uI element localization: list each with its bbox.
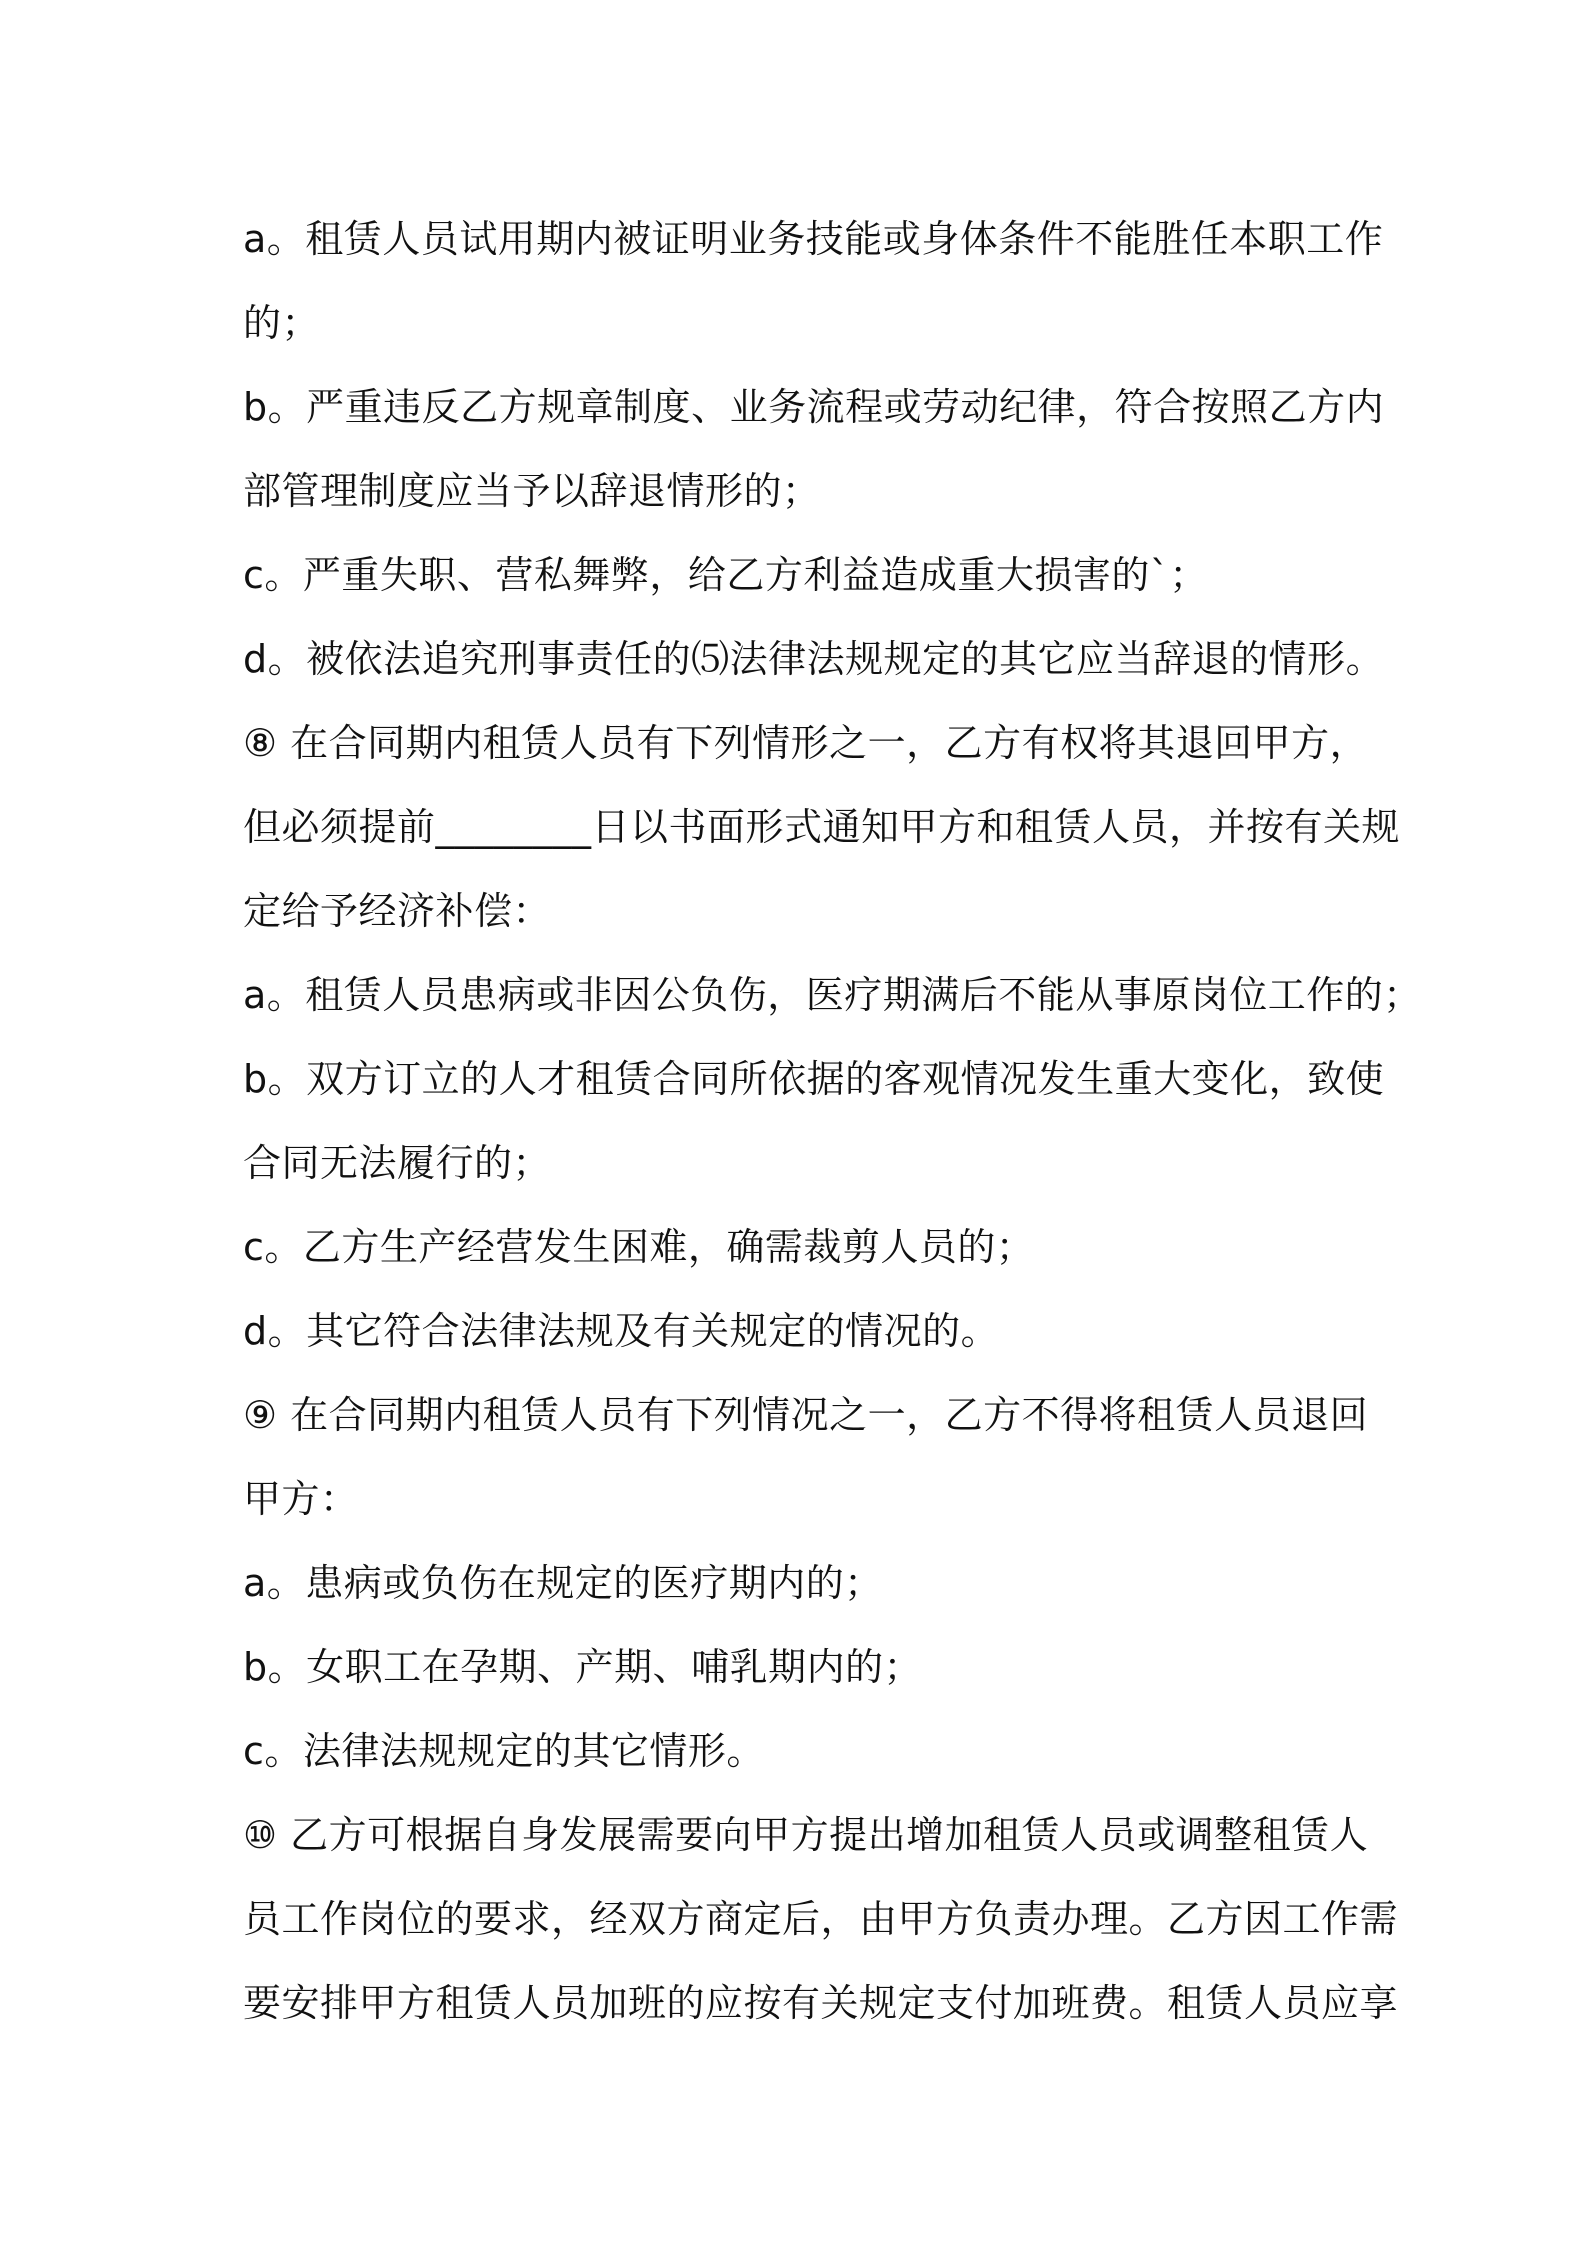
text-line: a。租赁人员试用期内被证明业务技能或身体条件不能胜任本职工作 bbox=[243, 217, 1384, 261]
text-line: c。乙方生产经营发生困难，确需裁剪人员的； bbox=[243, 1225, 1035, 1269]
text-line: 部管理制度应当予以辞退情形的； bbox=[243, 469, 821, 513]
text-line: c。法律法规规定的其它情形。 bbox=[243, 1729, 765, 1773]
text-line: a。患病或负伤在规定的医疗期内的； bbox=[243, 1561, 883, 1605]
text-line: c。严重失职、营私舞弊，给乙方利益造成重大损害的`； bbox=[243, 553, 1208, 597]
text-line: ⑩ 乙方可根据自身发展需要向甲方提出增加租赁人员或调整租赁人 bbox=[243, 1813, 1369, 1857]
text-line: 要安排甲方租赁人员加班的应按有关规定支付加班费。租赁人员应享 bbox=[243, 1981, 1399, 2025]
text-line: d。其它符合法律法规及有关规定的情况的。 bbox=[243, 1309, 1000, 1353]
text-line: 但必须提前________日以书面形式通知甲方和租赁人员，并按有关规 bbox=[243, 805, 1401, 849]
text-line: 合同无法履行的； bbox=[243, 1141, 552, 1185]
text-line: ⑧ 在合同期内租赁人员有下列情形之一，乙方有权将其退回甲方， bbox=[243, 721, 1369, 765]
text-line: ⑨ 在合同期内租赁人员有下列情况之一，乙方不得将租赁人员退回 bbox=[243, 1393, 1369, 1437]
text-line: 员工作岗位的要求，经双方商定后，由甲方负责办理。乙方因工作需 bbox=[243, 1897, 1399, 1941]
text-line: b。双方订立的人才租赁合同所依据的客观情况发生重大变化，致使 bbox=[243, 1057, 1385, 1101]
text-line: a。租赁人员患病或非因公负伤，医疗期满后不能从事原岗位工作的； bbox=[243, 973, 1422, 1017]
text-line: 定给予经济补偿： bbox=[243, 889, 552, 933]
text-line: 的； bbox=[243, 301, 321, 345]
text-line: d。被依法追究刑事责任的⑸法律法规规定的其它应当辞退的情形。 bbox=[243, 637, 1385, 681]
text-line: 甲方： bbox=[243, 1477, 359, 1521]
document-body bbox=[243, 197, 1422, 2045]
text-line: b。严重违反乙方规章制度、业务流程或劳动纪律，符合按照乙方内 bbox=[243, 385, 1385, 429]
text-line: b。女职工在孕期、产期、哺乳期内的； bbox=[243, 1645, 923, 1689]
